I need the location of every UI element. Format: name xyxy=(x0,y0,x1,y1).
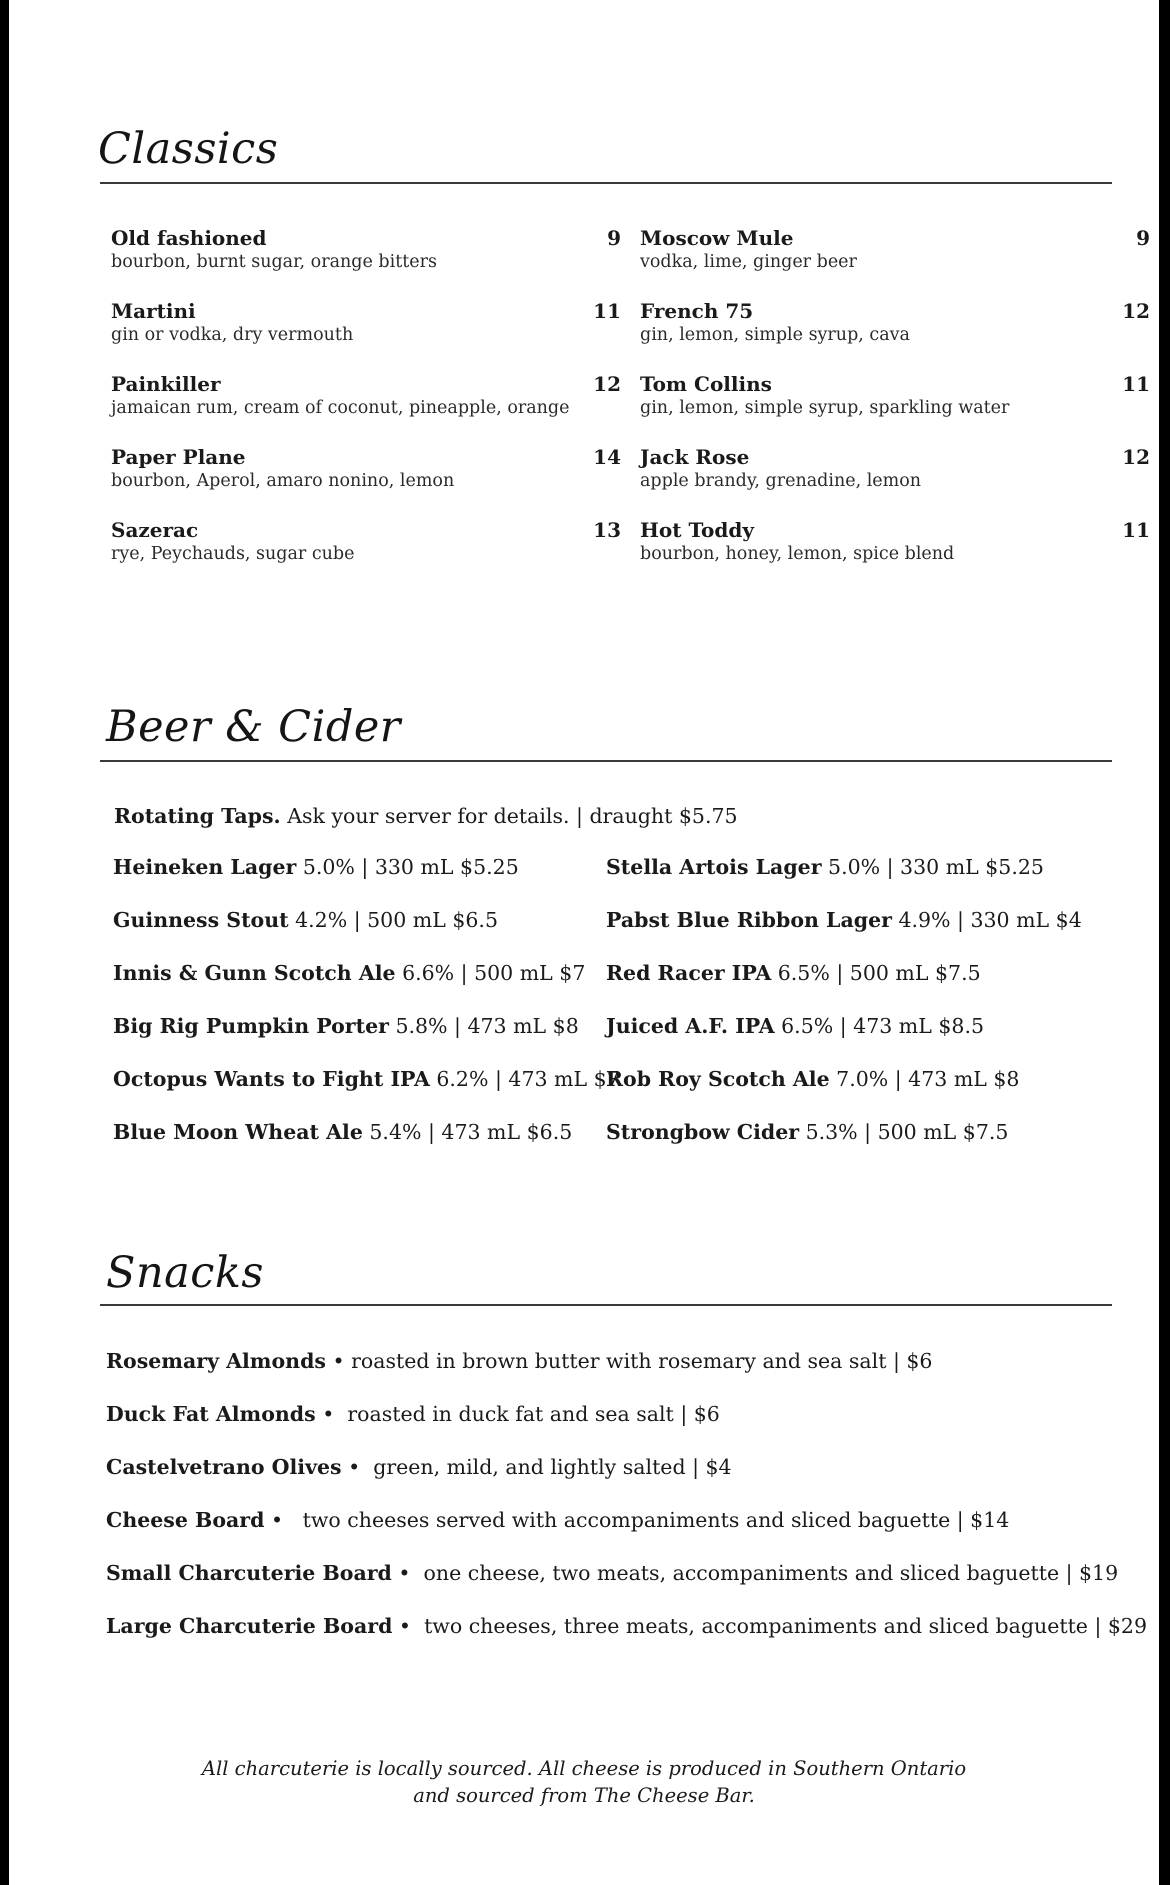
item-price: 12 xyxy=(593,372,621,396)
beer-detail: 5.3% | 500 mL $7.5 xyxy=(799,1120,1009,1144)
menu-page xyxy=(9,0,1159,1885)
beer-detail: 6.6% | 500 mL $7 xyxy=(395,961,586,985)
bullet-separator: • xyxy=(391,1561,424,1585)
beer-item xyxy=(113,1012,579,1040)
snack-name: Duck Fat Almonds xyxy=(106,1402,316,1426)
beer-detail: 5.0% | 330 mL $5.25 xyxy=(296,855,519,879)
beer-name: Red Racer IPA xyxy=(606,961,772,985)
beer-detail: 4.9% | 330 mL $4 xyxy=(891,908,1082,932)
item-price: 13 xyxy=(593,518,621,542)
beer-item xyxy=(113,1065,620,1093)
item-price: 11 xyxy=(1122,372,1150,396)
snack-item xyxy=(106,1347,932,1375)
item-name: Tom Collins xyxy=(640,372,772,396)
item-name: French 75 xyxy=(640,299,754,323)
beer-cider-divider xyxy=(100,760,1112,762)
item-description: gin or vodka, dry vermouth xyxy=(111,325,354,345)
snack-item xyxy=(106,1559,1118,1587)
sourcing-footnote xyxy=(9,1755,1159,1809)
beer-name: Innis & Gunn Scotch Ale xyxy=(113,961,396,985)
beer-detail: 7.0% | 473 mL $8 xyxy=(829,1067,1020,1091)
classics-item xyxy=(640,226,1150,274)
classics-item xyxy=(111,445,621,493)
beer-item xyxy=(606,1118,1008,1146)
snack-detail: green, mild, and lightly salted | $4 xyxy=(373,1455,732,1479)
beer-name: Heineken Lager xyxy=(113,855,297,879)
snack-item xyxy=(106,1612,1147,1640)
classics-item xyxy=(640,299,1150,347)
classics-item xyxy=(111,299,621,347)
beer-detail: 6.5% | 500 mL $7.5 xyxy=(771,961,981,985)
footnote-line: and sourced from The Cheese Bar. xyxy=(413,1784,755,1807)
item-name: Jack Rose xyxy=(640,445,750,469)
snack-item xyxy=(106,1453,732,1481)
item-name: Hot Toddy xyxy=(640,518,754,542)
snacks-divider xyxy=(100,1304,1112,1306)
snack-name: Large Charcuterie Board xyxy=(106,1614,393,1638)
beer-item xyxy=(606,906,1082,934)
classics-item xyxy=(640,445,1150,493)
item-name: Old fashioned xyxy=(111,226,267,250)
snack-detail: one cheese, two meats, accompaniments and sliced baguette | $19 xyxy=(423,1561,1119,1585)
snack-detail: two cheeses, three meats, accompaniments and sliced baguette | $29 xyxy=(424,1614,1148,1638)
snack-item xyxy=(106,1400,720,1428)
item-name: Sazerac xyxy=(111,518,199,542)
item-name: Martini xyxy=(111,299,196,323)
beer-name: Big Rig Pumpkin Porter xyxy=(113,1014,389,1038)
beer-name: Juiced A.F. IPA xyxy=(606,1014,775,1038)
classics-item xyxy=(111,518,621,566)
beer-cider-title: Beer & Cider xyxy=(106,702,401,752)
beer-name: Blue Moon Wheat Ale xyxy=(113,1120,363,1144)
bullet-separator: • xyxy=(315,1402,348,1426)
bullet-separator: • xyxy=(392,1614,425,1638)
beer-name: Rob Roy Scotch Ale xyxy=(606,1067,830,1091)
item-price: 9 xyxy=(1136,226,1150,250)
beer-detail: 5.4% | 473 mL $6.5 xyxy=(362,1120,573,1144)
item-description: apple brandy, grenadine, lemon xyxy=(640,471,922,491)
item-price: 12 xyxy=(1122,445,1150,469)
item-description: rye, Peychauds, sugar cube xyxy=(111,544,355,564)
footnote-line: All charcuterie is locally sourced. All cheese is produced in Southern Ontario xyxy=(201,1757,967,1780)
beer-name: Rotating Taps. xyxy=(114,804,281,828)
snack-name: Cheese Board xyxy=(106,1508,265,1532)
item-description: jamaican rum, cream of coconut, pineapple, orange xyxy=(111,398,570,418)
classics-title: Classics xyxy=(98,124,279,174)
beer-item xyxy=(606,959,981,987)
bullet-separator: • xyxy=(341,1455,374,1479)
snack-detail: roasted in brown butter with rosemary and sea salt | $6 xyxy=(351,1349,933,1373)
beer-item xyxy=(606,853,1044,881)
item-description: gin, lemon, simple syrup, sparkling water xyxy=(640,398,1010,418)
item-name: Moscow Mule xyxy=(640,226,794,250)
beer-item xyxy=(606,1012,984,1040)
item-name: Painkiller xyxy=(111,372,221,396)
item-description: bourbon, burnt sugar, orange bitters xyxy=(111,252,437,272)
classics-item xyxy=(111,226,621,274)
snack-detail: two cheeses served with accompaniments and sliced baguette | $14 xyxy=(302,1508,1010,1532)
item-name: Paper Plane xyxy=(111,445,246,469)
item-price: 11 xyxy=(1122,518,1150,542)
beer-detail: 5.8% | 473 mL $8 xyxy=(388,1014,579,1038)
classics-item xyxy=(640,518,1150,566)
snack-name: Small Charcuterie Board xyxy=(106,1561,392,1585)
beer-name: Strongbow Cider xyxy=(606,1120,800,1144)
beer-detail: 6.5% | 473 mL $8.5 xyxy=(774,1014,985,1038)
classics-item xyxy=(640,372,1150,420)
item-price: 14 xyxy=(593,445,621,469)
beer-detail: 6.2% | 473 mL $7 xyxy=(429,1067,620,1091)
rotating-taps-line xyxy=(114,802,738,830)
beer-item xyxy=(113,906,498,934)
beer-name: Octopus Wants to Fight IPA xyxy=(113,1067,430,1091)
beer-name: Stella Artois Lager xyxy=(606,855,822,879)
item-description: vodka, lime, ginger beer xyxy=(640,252,857,272)
beer-item xyxy=(113,1118,572,1146)
beer-item xyxy=(113,853,519,881)
beer-item xyxy=(113,959,585,987)
classics-divider xyxy=(100,182,1112,184)
item-description: bourbon, Aperol, amaro nonino, lemon xyxy=(111,471,455,491)
beer-name: Pabst Blue Ribbon Lager xyxy=(606,908,892,932)
item-price: 9 xyxy=(607,226,621,250)
bullet-separator: • xyxy=(325,1349,352,1373)
classics-item xyxy=(111,372,621,420)
beer-item xyxy=(606,1065,1019,1093)
item-description: bourbon, honey, lemon, spice blend xyxy=(640,544,955,564)
item-price: 11 xyxy=(593,299,621,323)
item-description: gin, lemon, simple syrup, cava xyxy=(640,325,910,345)
snack-detail: roasted in duck fat and sea salt | $6 xyxy=(347,1402,720,1426)
beer-detail: Ask your server for details. | draught $5.75 xyxy=(280,804,738,828)
snack-name: Rosemary Almonds xyxy=(106,1349,326,1373)
beer-name: Guinness Stout xyxy=(113,908,289,932)
snack-name: Castelvetrano Olives xyxy=(106,1455,342,1479)
beer-detail: 5.0% | 330 mL $5.25 xyxy=(821,855,1044,879)
item-price: 12 xyxy=(1122,299,1150,323)
beer-detail: 4.2% | 500 mL $6.5 xyxy=(288,908,498,932)
bullet-separator: • xyxy=(264,1508,303,1532)
snacks-title: Snacks xyxy=(106,1248,264,1298)
snack-item xyxy=(106,1506,1009,1534)
